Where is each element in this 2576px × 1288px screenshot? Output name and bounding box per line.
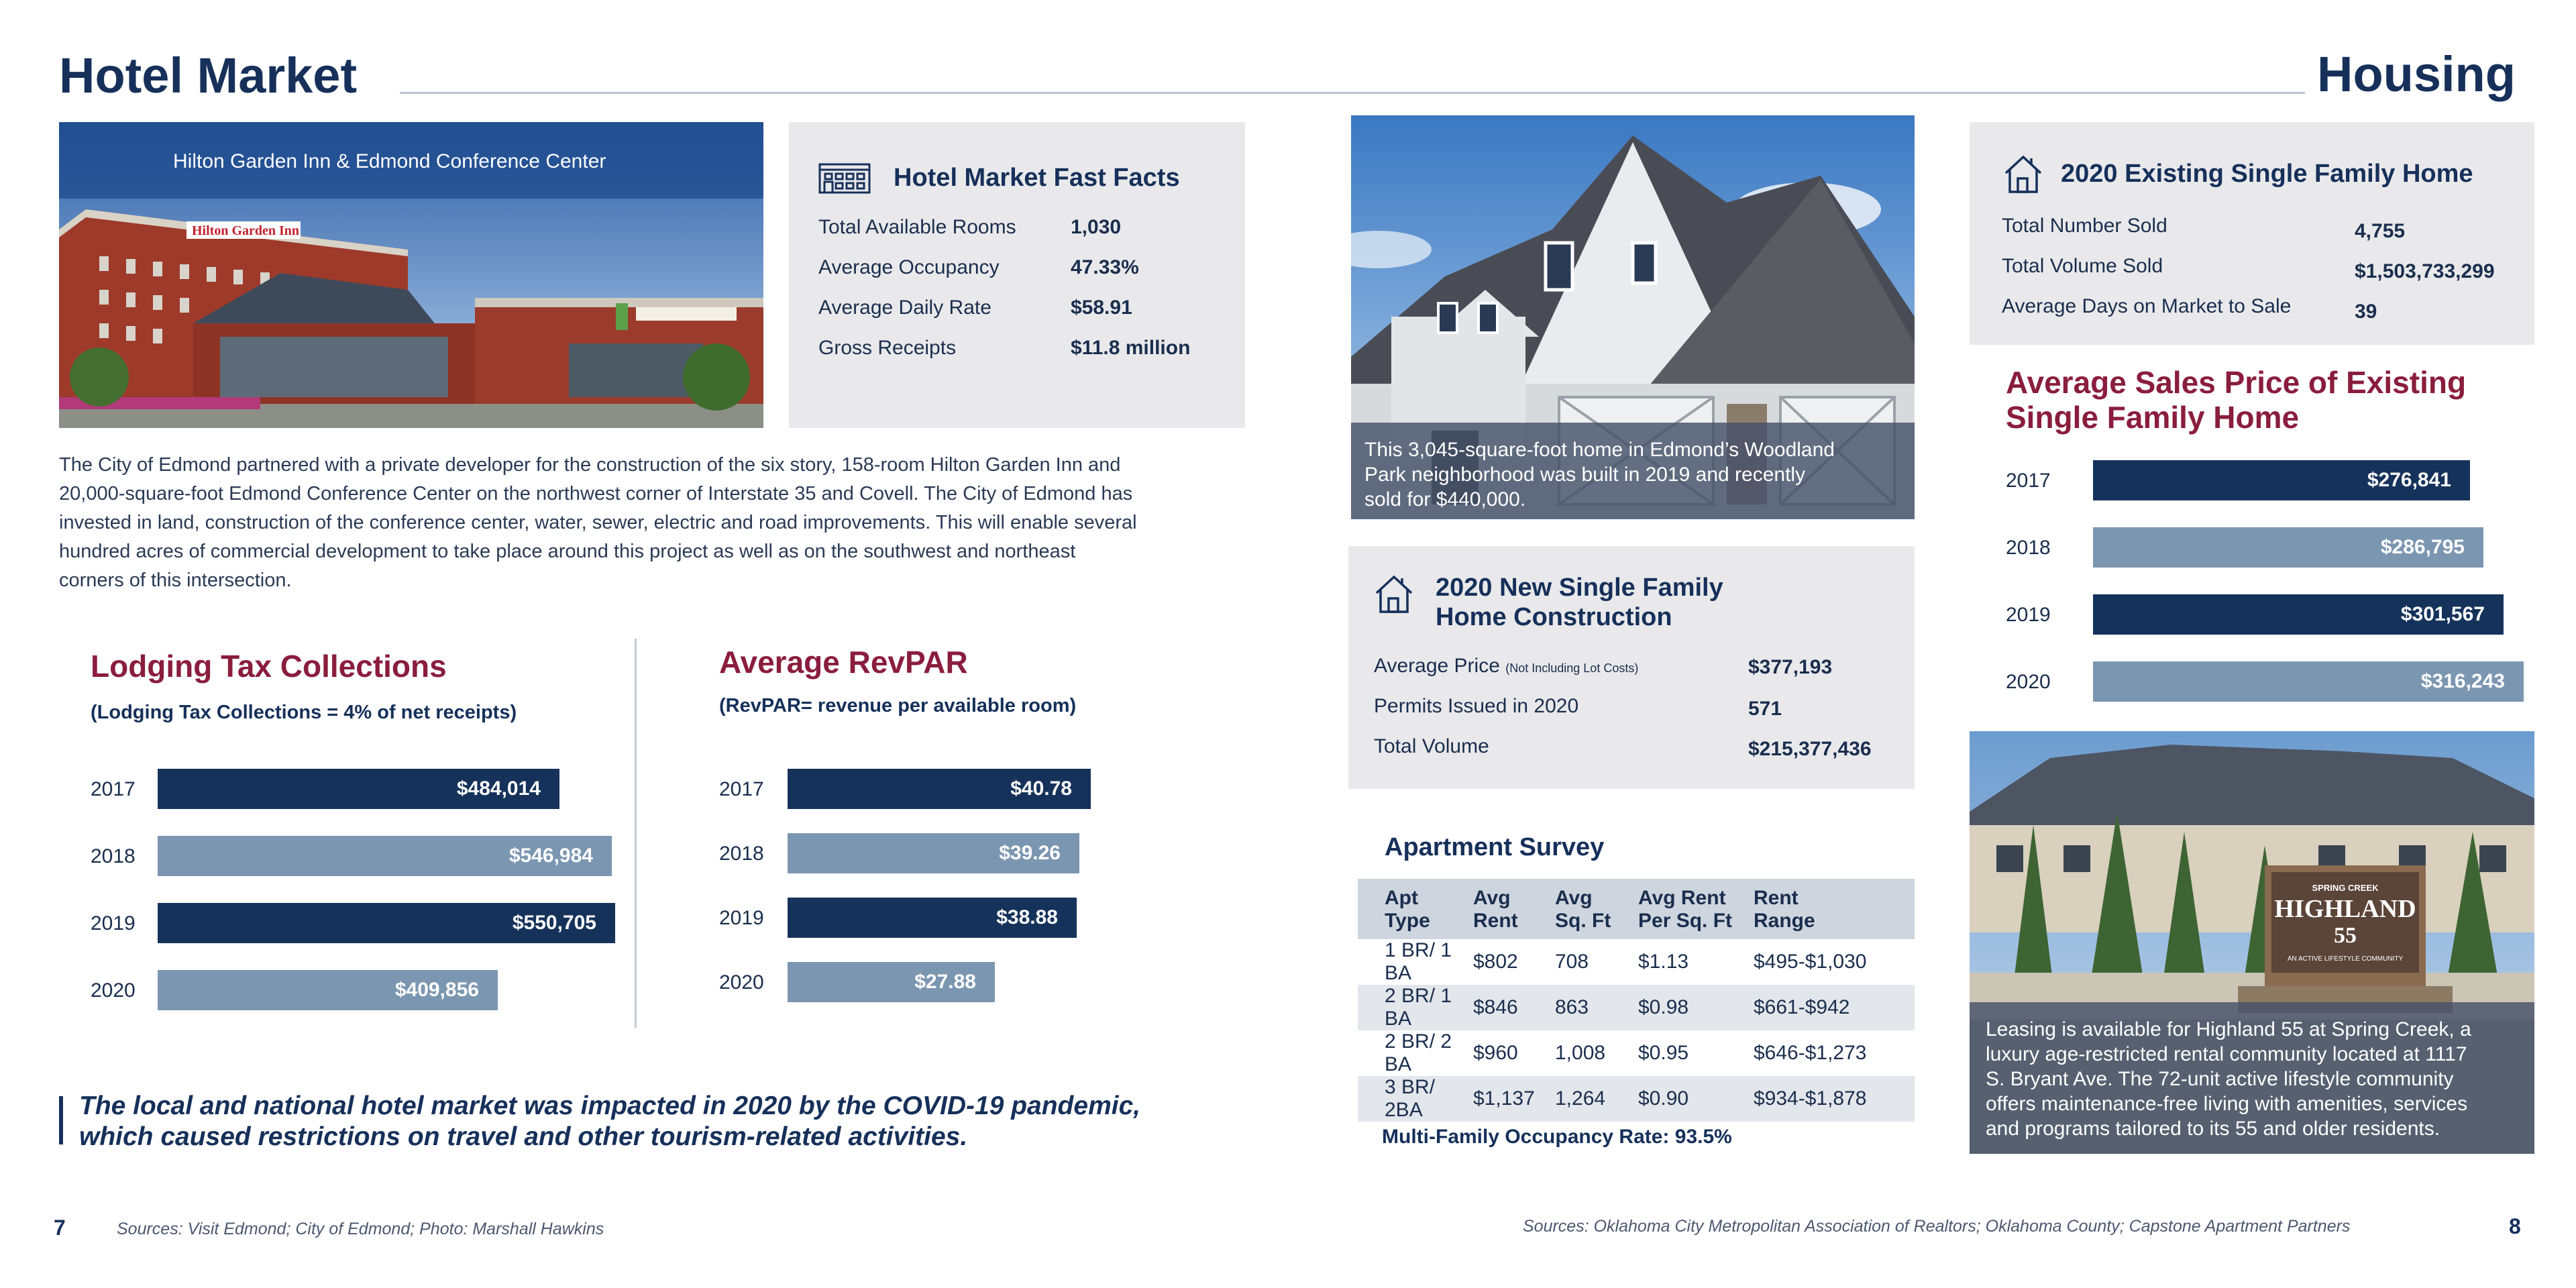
bar-2019 [788,898,1077,938]
chart-divider [635,639,637,1028]
label-text: Average Price [1374,655,1500,677]
caption-line: luxury age-restricted rental community located at 1117 [1986,1043,2467,1065]
table-cell: $1.13 [1638,951,1689,973]
bar-2018 [158,836,612,876]
fact-label [1374,655,1638,678]
table-cell: 708 [1555,951,1589,973]
svg-text:Hilton Garden Inn: Hilton Garden Inn [192,223,300,238]
header-rule [400,92,2305,94]
chart-title: Average RevPAR [719,645,968,680]
bar-value-label: $546,984 [508,845,593,867]
woodland-caption [1351,423,1915,519]
table-cell: 863 [1555,985,1638,1030]
fact-value: $58.91 [1071,297,1132,319]
bar-year-label: 2019 [719,907,764,929]
new-construction-box [1348,546,1915,789]
chart-subtitle: (RevPAR= revenue per available room) [719,695,1077,716]
fact-value: $1,503,733,299 [2355,260,2495,282]
svg-text:SPRING CREEK: SPRING CREEK [2312,883,2379,893]
bar-year-label: 2019 [2006,604,2051,626]
col-header: Rent Range [1754,879,1915,939]
bar-2018 [788,833,1079,873]
col-header: Avg Sq. Ft [1555,879,1638,939]
apartment-survey-table [1358,879,1915,1122]
table-cell: $0.98 [1638,985,1754,1030]
table-row [1358,939,1915,985]
covid-quote [79,1091,1140,1152]
lodging-tax-bars [91,769,681,1024]
right-sources: Sources: Oklahoma City Metropolitan Association of Realtors; Oklahoma County; Capstone Apartment Partners [1523,1217,2351,1236]
table-cell: $0.90 [1638,1076,1754,1122]
bar-value-label: $39.26 [999,842,1061,864]
hotel-building-icon [818,160,871,194]
svg-text:55: 55 [2334,923,2357,948]
title-line: 2020 New Single Family [1436,574,1723,602]
quote-line: The local and national hotel market was impacted in 2020 by the COVID-19 pandemic, [79,1091,1141,1120]
fact-value: 1,030 [1071,216,1122,238]
bar-2017 [2093,460,2470,500]
fact-label: Total Volume Sold [2002,255,2163,277]
caption-line: S. Bryant Ave. The 72-unit active lifestyle community [1986,1068,2454,1090]
table-cell: 2 BR/ 1 BA [1358,985,1473,1030]
bar-year-label: 2018 [91,845,136,867]
existing-home-title: 2020 Existing Single Family Home [2061,160,2473,188]
bar-2020 [158,970,498,1010]
body-line: corners of this intersection. [59,570,292,591]
table-cell: $661-$942 [1754,985,1915,1030]
caption-line: offers maintenance-free living with amenities, services [1986,1093,2468,1115]
table-cell: $802 [1473,951,1518,973]
body-line: The City of Edmond partnered with a private developer for the construction of the six story, 158-room Hilton Garden Inn and [59,454,1121,476]
body-line: hundred acres of commercial development to take place around this project as well as on the southwest and northeast [59,541,1076,562]
bar-value-label: $301,567 [2400,603,2485,625]
fact-value: 39 [2355,301,2377,323]
table-cell: $1,137 [1473,1076,1555,1122]
table-cell: 1,008 [1555,1042,1606,1064]
fast-facts-title: Hotel Market Fast Facts [894,164,1180,192]
bar-year-label: 2020 [91,979,136,1002]
caption-line: and programs tailored to its 55 and older residents. [1986,1118,2440,1140]
existing-home-box [1970,122,2534,345]
table-cell: $934-$1,878 [1754,1076,1915,1122]
bar-2018 [2093,527,2483,568]
page-number: 8 [2509,1214,2521,1238]
table-cell: $846 [1473,985,1555,1030]
fact-label: Average Occupancy [818,256,1000,278]
col-header: Avg Rent Per Sq. Ft [1638,879,1754,939]
bar-year-label: 2018 [2006,537,2051,559]
fact-value: 571 [1748,698,1782,720]
lodging-tax-chart [91,648,447,684]
bar-value-label: $40.78 [1010,777,1072,800]
bar-year-label: 2017 [91,778,136,800]
table-cell: $0.95 [1638,1042,1689,1064]
chart-title: Lodging Tax Collections [91,649,447,684]
fact-value: 47.33% [1071,256,1139,278]
caption-line: Leasing is available for Highland 55 at Spring Creek, a [1986,1018,2471,1040]
bar-2020 [788,962,995,1002]
table-cell: 1,264 [1555,1076,1638,1122]
fact-label: Permits Issued in 2020 [1374,695,1579,717]
bar-value-label: $550,705 [512,912,596,934]
label-note: (Not Including Lot Costs) [1505,661,1639,675]
highland-caption [1970,1002,2534,1154]
caption-line: sold for $440,000. [1364,488,1526,511]
table-row [1358,985,1915,1030]
table-row [1358,1076,1915,1122]
fact-label: Total Number Sold [2002,215,2167,237]
body-line: 20,000-square-foot Edmond Conference Center on the northwest corner of Interstate 35 and Covell. The City of Edmond has [59,483,1133,504]
house-icon [1374,573,1414,614]
house-icon [2003,153,2043,195]
bar-value-label: $27.88 [914,971,976,993]
table-cell: $646-$1,273 [1754,1042,1867,1064]
new-construction-title [1436,573,1723,632]
chart-subtitle: (Lodging Tax Collections = 4% of net receipts) [91,702,517,723]
hotel-body-paragraph [59,451,1280,595]
fact-label: Total Available Rooms [818,216,1016,238]
quote-line: which caused restrictions on travel and other tourism-related activities. [79,1122,968,1151]
page-number: 7 [54,1216,66,1240]
hotel-fast-facts-box [789,122,1245,428]
bar-value-label: $316,243 [2420,670,2505,692]
bar-value-label: $484,014 [456,777,541,800]
bar-year-label: 2017 [719,778,764,800]
housing-title: Housing [2317,46,2516,102]
bar-year-label: 2020 [2006,671,2051,693]
table-row [1358,1030,1915,1076]
bar-2017 [788,769,1091,809]
bar-year-label: 2017 [2006,470,2051,492]
fact-label: Average Daily Rate [818,297,991,319]
sales-price-bars [2006,460,2505,702]
bar-year-label: 2020 [719,971,764,994]
caption-line: This 3,045-square-foot home in Edmond’s Woodland [1364,439,1835,461]
fact-value: $215,377,436 [1748,738,1872,760]
bar-value-label: $409,856 [394,979,479,1001]
caption-line: Park neighborhood was built in 2019 and recently [1364,464,1806,486]
col-header: Apt Type [1358,879,1473,939]
svg-text:HIGHLAND: HIGHLAND [2274,895,2416,923]
table-cell: $960 [1473,1042,1518,1064]
hotel-market-title: Hotel Market [59,48,358,103]
table-cell: 3 BR/ 2BA [1358,1076,1473,1122]
title-line: Home Construction [1436,603,1672,631]
bar-value-label: $38.88 [996,906,1058,928]
table-cell: 1 BR/ 1 BA [1385,939,1452,984]
fact-label: Gross Receipts [818,337,957,359]
fact-value: $377,193 [1748,656,1833,678]
body-line: invested in land, construction of the conference center, water, sewer, electric and road improvements. This will enable several [59,512,1137,533]
fact-label: Average Days on Market to Sale [2002,295,2292,317]
bar-2019 [2093,594,2504,635]
bar-year-label: 2019 [91,912,136,934]
col-header: Avg Rent [1473,879,1555,939]
bar-2020 [2093,661,2524,702]
table-cell: $495-$1,030 [1754,951,1867,973]
occupancy-rate: Multi-Family Occupancy Rate: 93.5% [1382,1126,1732,1148]
revpar-bars [719,769,1095,1024]
fact-value: 4,755 [2355,220,2406,242]
svg-text:AN ACTIVE LIFESTYLE COMMUNITY: AN ACTIVE LIFESTYLE COMMUNITY [2287,955,2404,963]
quote-bar [59,1096,63,1144]
bar-value-label: $286,795 [2380,536,2465,558]
apartment-survey-title: Apartment Survey [1385,833,1605,861]
bar-year-label: 2018 [719,843,764,865]
left-sources: Sources: Visit Edmond; City of Edmond; Photo: Marshall Hawkins [117,1220,604,1238]
bar-2019 [158,903,615,943]
chart-title: Average Sales Price of Existing Single Family Home [2006,365,2467,435]
bar-value-label: $276,841 [2367,469,2451,491]
table-cell: 2 BR/ 2 BA [1385,1030,1452,1075]
hilton-photo-caption: Hilton Garden Inn & Edmond Conference Center [173,150,606,172]
bar-2017 [158,769,559,809]
fact-value: $11.8 million [1071,337,1191,359]
fact-label: Total Volume [1374,735,1489,757]
